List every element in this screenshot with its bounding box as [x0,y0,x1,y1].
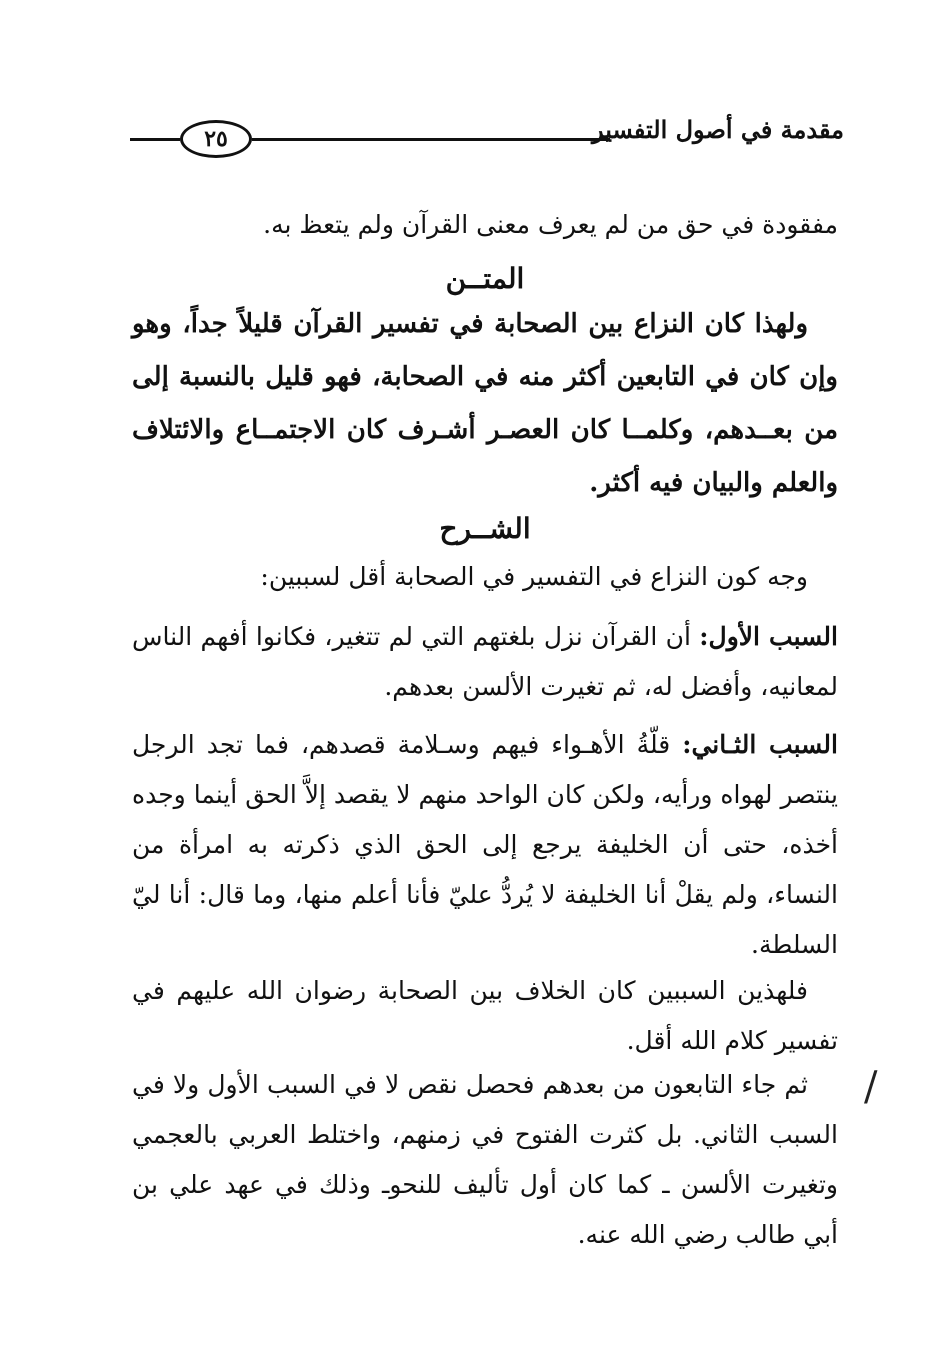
header-rule-left [130,138,180,141]
reason-one-lead: السبب الأول: [699,622,838,651]
page-number: ٢٥ [180,120,252,158]
reason-one-paragraph [132,612,838,712]
running-title: مقدمة في أصول التفسير [592,115,844,144]
continuation-line: مفقودة في حق من لم يعرف معنى القرآن ولم يتعظ به. [263,210,838,239]
reason-one-text: أن القرآن نزل بلغتهم التي لم تتغير، فكانوا أفهم الناس لمعانيه، وأفضل له، ثم تغيرت الألسن بعدهم. [132,622,838,701]
matn-heading: المتــن [445,262,525,295]
reason-two-paragraph [132,720,838,970]
reason-two-lead: السبب الثـاني: [682,730,838,759]
tabiun-paragraph: ثم جاء التابعون من بعدهم فحصل نقص لا في السبب الأول ولا في السبب الثاني. بل كثرت الفتوح في زمنهم، واختلط العربي بالعجمي وتغيرت الألسن ـ كما كان أول تأليف للنحوـ وذلك في عهد علي بن أبي طالب رضي الله عنه. [132,1070,838,1249]
matn-paragraph: ولهذا كان النزاع بين الصحابة في تفسير القرآن قليلاً جداً، وهو وإن كان في التابعين أكثر منه في الصحابة، فهو قليل بالنسبة إلى من بعــدهم، وكلمــا كان العصـر أشـرف كان الاجتمــاع والائتلاف والعلم والبيان فيه أكثر. [132,309,838,498]
conclusion-paragraph: فلهذين السببين كان الخلاف بين الصحابة رضوان الله عليهم في تفسير كلام الله أقل. [132,976,838,1055]
margin-pen-mark: / [864,1064,878,1110]
reason-two-text: قلّةُ الأهـواء فيهم وسـلامة قصدهم، فما تجد الرجل ينتصر لهواه ورأيه، ولكن كان الواحد منهم لا يقصد إلاَّ الحق أينما وجده أخذه، حتى أن الخليفة يرجع إلى الحق الذي ذكرته به امرأة من النساء، ولم يقلْ أنا الخليفة لا يُردُّ عليّ فأنا أعلم منها، وما قال: أنا ليّ السلطة. [132,730,838,959]
header-rule-right [252,138,610,141]
sharh-heading: الشــرح [439,512,531,545]
intro-paragraph: وجه كون النزاع في التفسير في الصحابة أقل لسببين: [260,562,808,591]
